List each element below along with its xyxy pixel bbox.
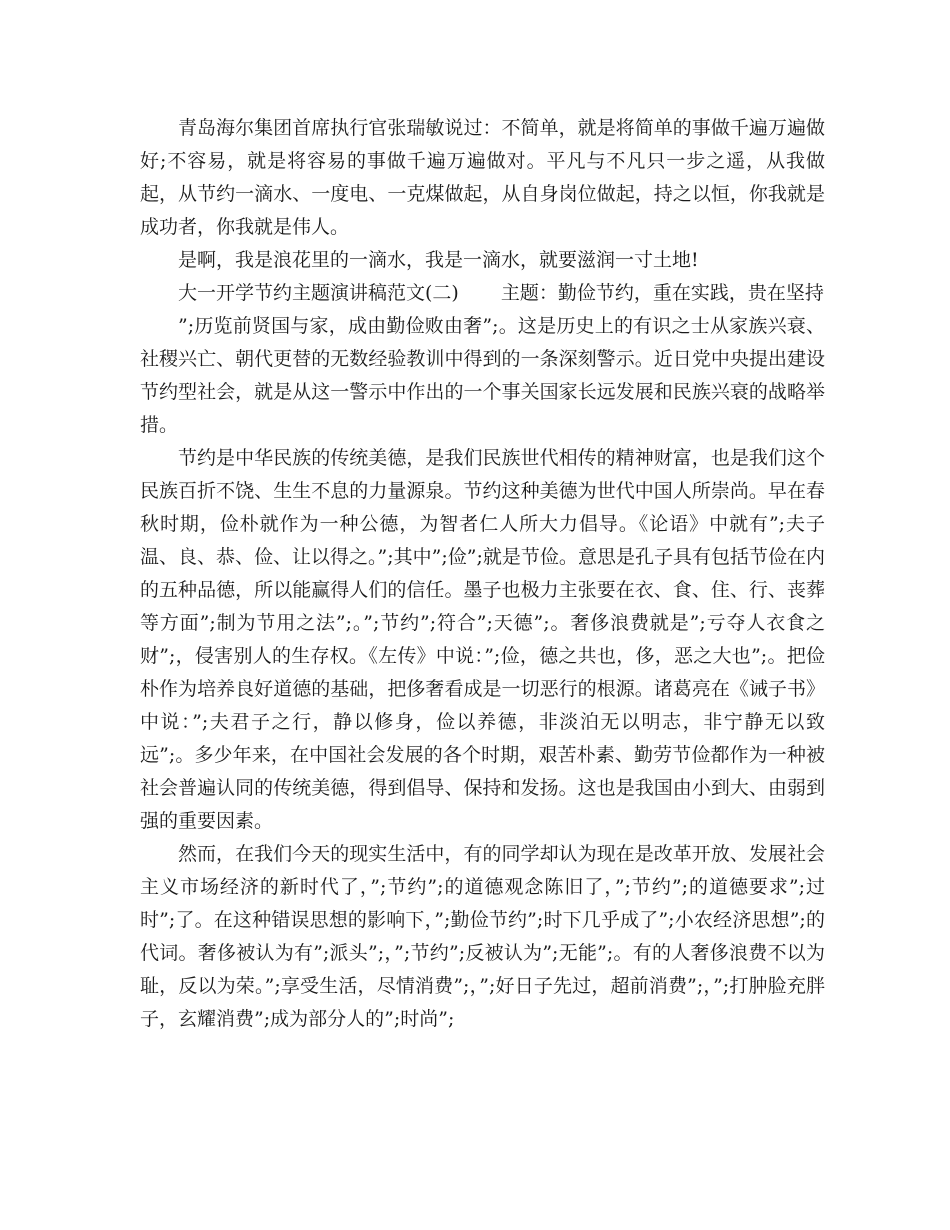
- paragraph-3: ”;历览前贤国与家，成由勤俭败由奢”;。这是历史上的有识之士从家族兴衰、社稷兴亡、朝代更替的无数经验教训中得到的一条深刻警示。近日党中央提出建设节约型社会，就是从这一警示中作出的一个事关国家长远发展和民族兴衰的战略举措。: [140, 315, 825, 436]
- paragraph-4: 节约是中华民族的传统美德，是我们民族世代相传的精神财富，也是我们这个民族百折不饶、生生不息的力量源泉。节约这种美德为世代中国人所崇尚。早在春秋时期，俭朴就作为一种公德，为智者仁人所大力倡导。《论语》中就有”;夫子温、良、恭、俭、让以得之。”;其中”;俭”;就是节俭。意思是孔子具有包括节俭在内的五种品德，所以能赢得人们的信任。墨子也极力主张要在衣、食、住、行、丧葬等方面”;制为节用之法”;。”;节约”;符合”;天德”;。奢侈浪费就是”;亏夺人衣食之财”;，侵害别人的生存权。《左传》中说：”;俭，德之共也，侈，恶之大也”;。把俭朴作为培养良好道德的基础，把侈奢看成是一切恶行的根源。诸葛亮在《诫子书》中说：”;夫君子之行，静以修身，俭以养德，非淡泊无以明志，非宁静无以致远”;。多少年来，在中国社会发展的各个时期，艰苦朴素、勤劳节俭都作为一种被社会普遍认同的传统美德，得到倡导、保持和发扬。这也是我国由小到大、由弱到强的重要因素。: [140, 447, 825, 832]
- document-body: [140, 112, 825, 1036]
- paragraph-1: 青岛海尔集团首席执行官张瑞敏说过：不简单，就是将简单的事做千遍万遍做好;不容易，就是将容易的事做千遍万遍做对。平凡与不凡只一步之遥，从我做起，从节约一滴水、一度电、一克煤做起，从自身岗位做起，持之以恒，你我就是成功者，你我就是伟人。: [140, 117, 825, 238]
- paragraph-2: 是啊，我是浪花里的一滴水，我是一滴水，就要滋润一寸土地!: [178, 249, 699, 271]
- paragraph-5: 然而，在我们今天的现实生活中，有的同学却认为现在是改革开放、发展社会主义市场经济的新时代了，”;节约”;的道德观念陈旧了，”;节约”;的道德要求”;过时”;了。在这种错误思想的影响下，”;勤俭节约”;时下几乎成了”;小农经济思想”;的代词。奢侈被认为有”;派头”;，”;节约”;反被认为”;无能”;。有的人奢侈浪费不以为耻，反以为荣。”;享受生活，尽情消费”;，”;好日子先过，超前消费”;，”;打肿脸充胖子，玄耀消费”;成为部分人的”;时尚”;: [140, 843, 825, 1030]
- heading-theme: 主题：勤俭节约，重在实践，贵在坚持: [500, 282, 824, 304]
- section-heading: [140, 277, 825, 310]
- heading-title: 大一开学节约主题演讲稿范文(二): [178, 282, 459, 304]
